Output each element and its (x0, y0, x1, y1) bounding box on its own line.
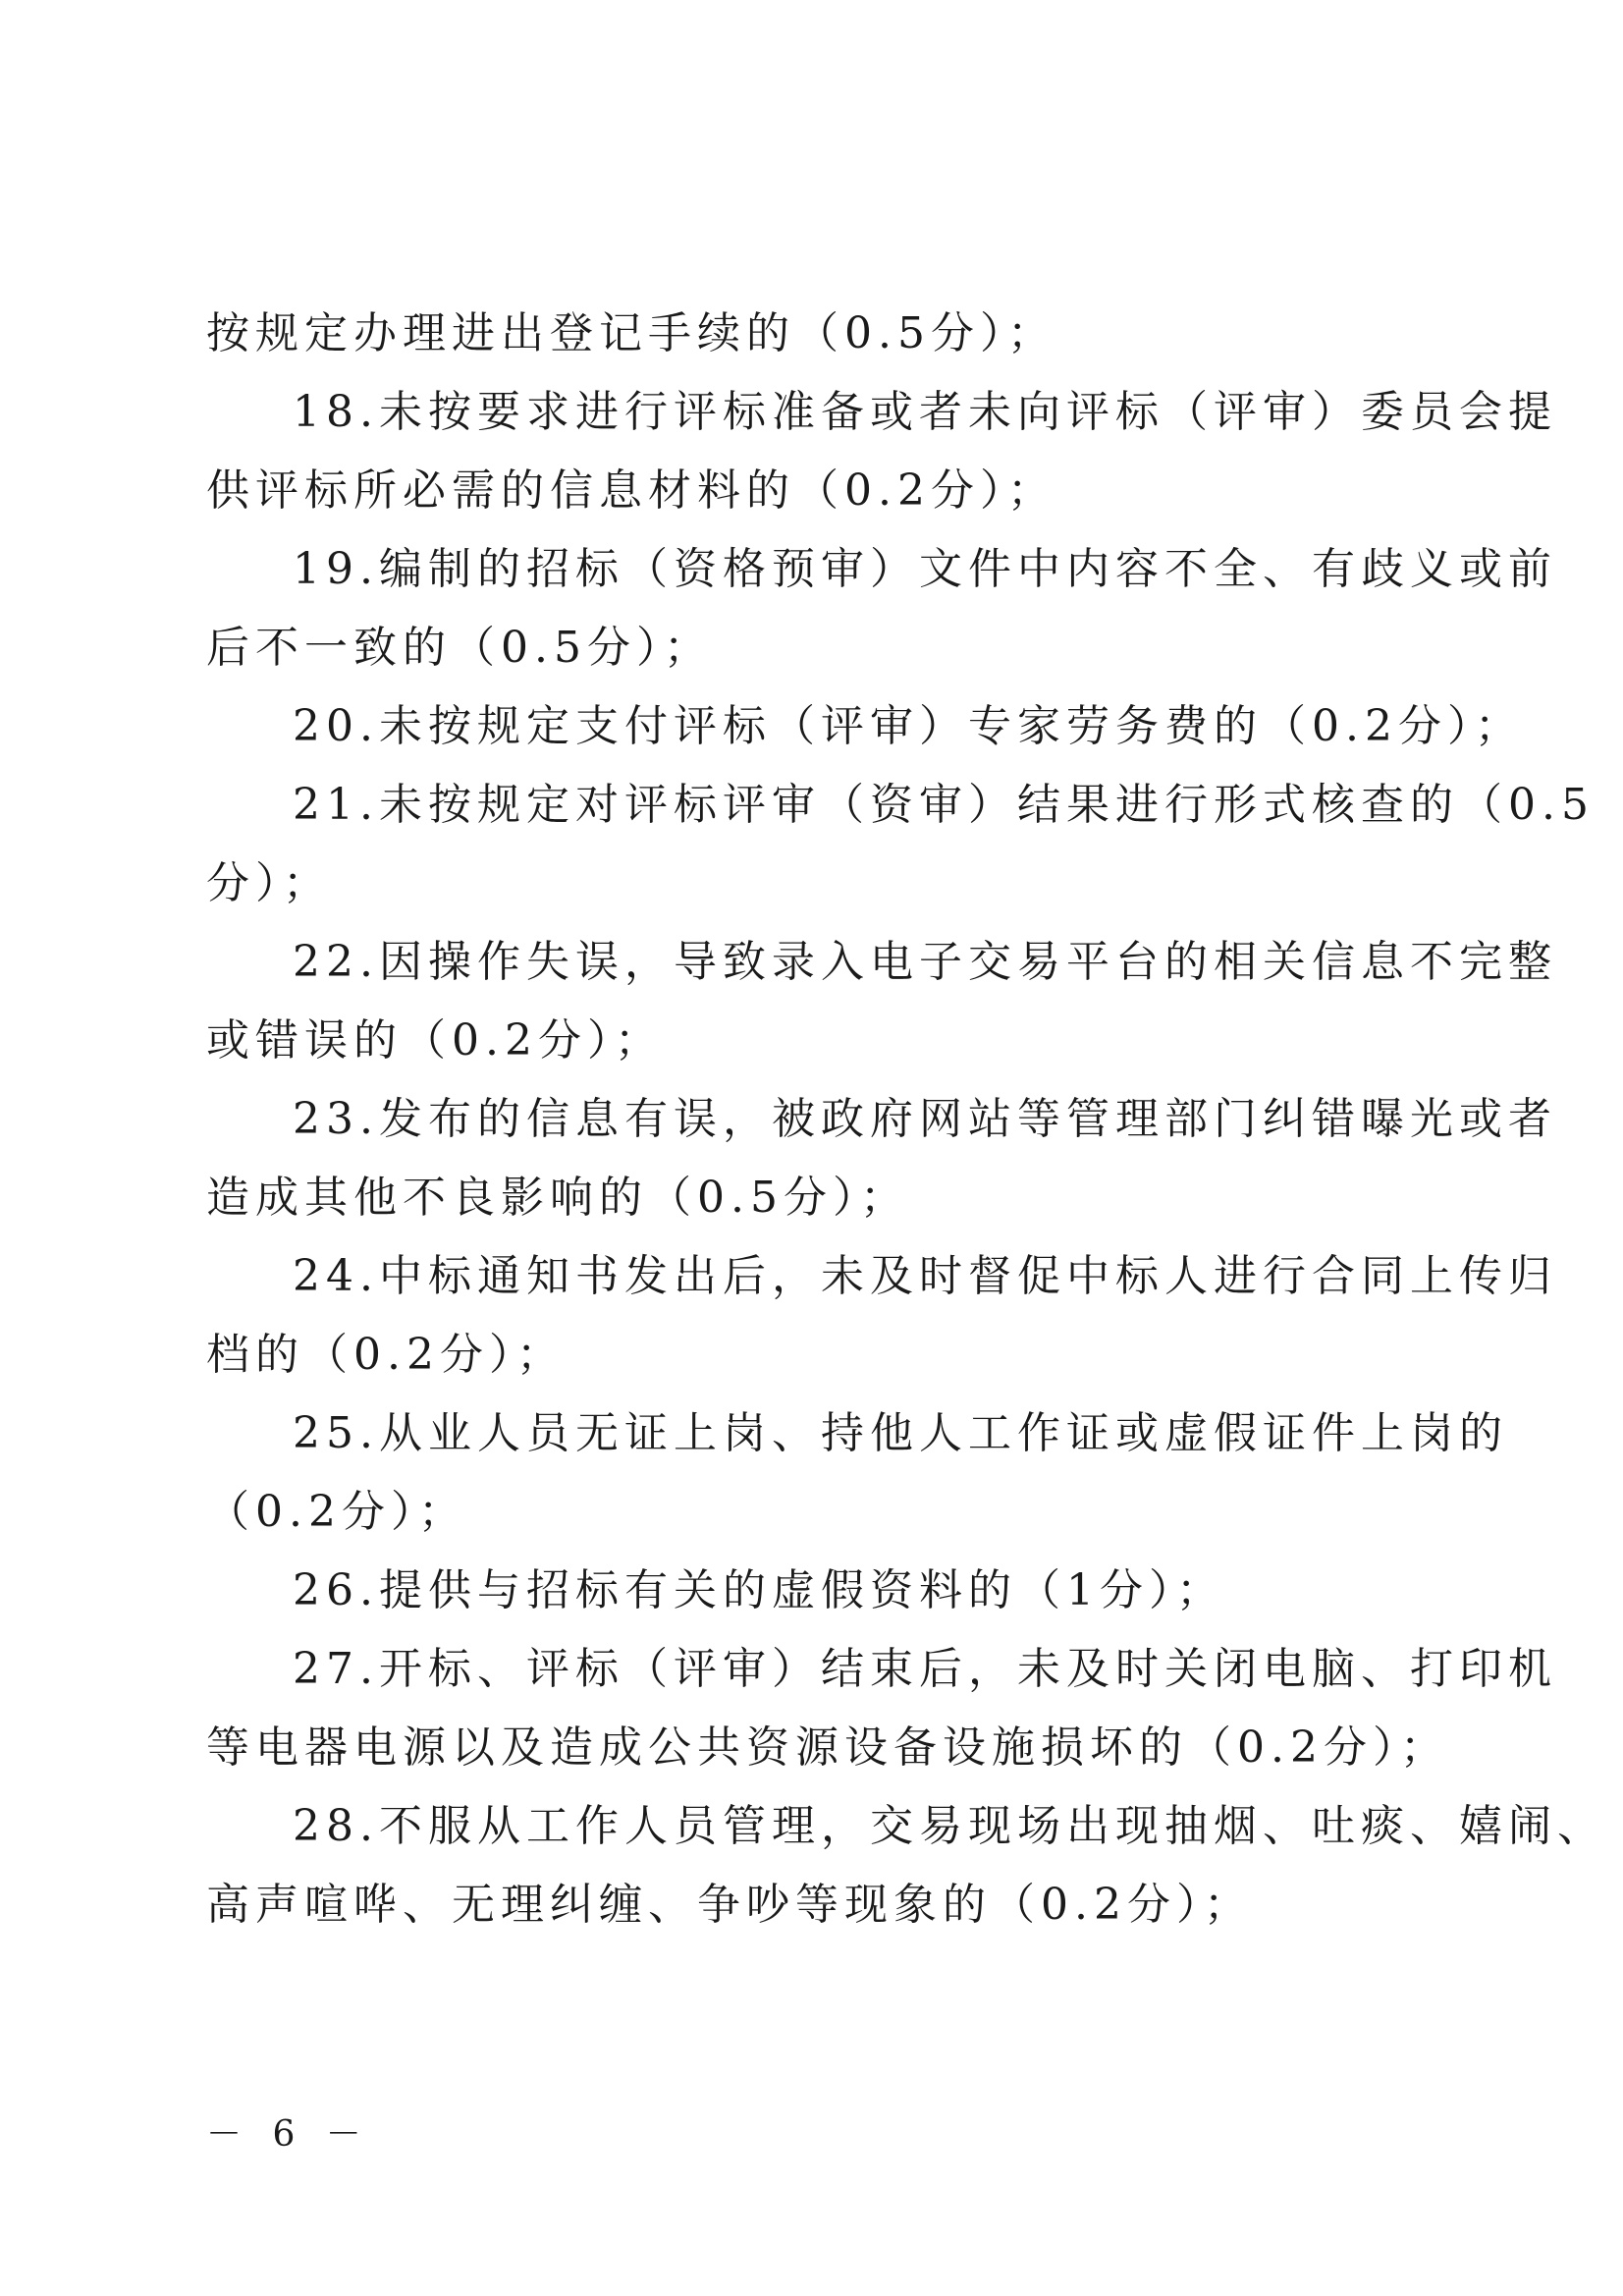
item-24-line-2: 档的（0.2分）； (206, 1330, 566, 1380)
item-21-line-2: 分）； (206, 858, 332, 908)
item-23-line-1: 23.发布的信息有误，被政府网站等管理部门纠错曝光或者 (293, 1094, 1557, 1144)
item-24-line-1: 24.中标通知书发出后，未及时督促中标人进行合同上传归 (293, 1251, 1557, 1301)
item-21-line-1: 21.未按规定对评标评审（资审）结果进行形式核查的（0.5 (293, 780, 1595, 830)
item-20-line-1: 20.未按规定支付评标（评审）专家劳务费的（0.2分）； (293, 701, 1524, 751)
item-22-line-1: 22.因操作失误，导致录入电子交易平台的相关信息不完整 (293, 937, 1557, 987)
item-18-line-2: 供评标所必需的信息材料的（0.2分）； (206, 465, 1056, 516)
item-25-line-2: （0.2分）； (206, 1487, 467, 1537)
item-27-line-1: 27.开标、评标（评审）结束后，未及时关闭电脑、打印机 (293, 1644, 1557, 1694)
item-27-line-2: 等电器电源以及造成公共资源设备设施损坏的（0.2分）； (206, 1722, 1449, 1773)
document-body (206, 295, 1606, 1944)
item-19-line-2: 后不一致的（0.5分）； (206, 623, 713, 673)
text-line: 按规定办理进出登记手续的（0.5分）； (206, 308, 1056, 358)
item-26-line-1: 26.提供与招标有关的虚假资料的（1分）； (293, 1565, 1225, 1615)
item-28-line-2: 高声喧哗、无理纠缠、争吵等现象的（0.2分）； (206, 1880, 1253, 1930)
item-22-line-2: 或错误的（0.2分）； (206, 1015, 664, 1066)
item-28-line-1: 28.不服从工作人员管理，交易现场出现抽烟、吐痰、嬉闹、 (293, 1801, 1606, 1851)
item-23-line-2: 造成其他不良影响的（0.5分）； (206, 1173, 909, 1223)
page-number: － 6 － (206, 2114, 371, 2155)
item-25-line-1: 25.从业人员无证上岗、持他人工作证或虚假证件上岗的 (293, 1408, 1508, 1458)
item-19-line-1: 19.编制的招标（资格预审）文件中内容不全、有歧义或前 (293, 544, 1557, 594)
item-18-line-1: 18.未按要求进行评标准备或者未向评标（评审）委员会提 (293, 387, 1557, 437)
